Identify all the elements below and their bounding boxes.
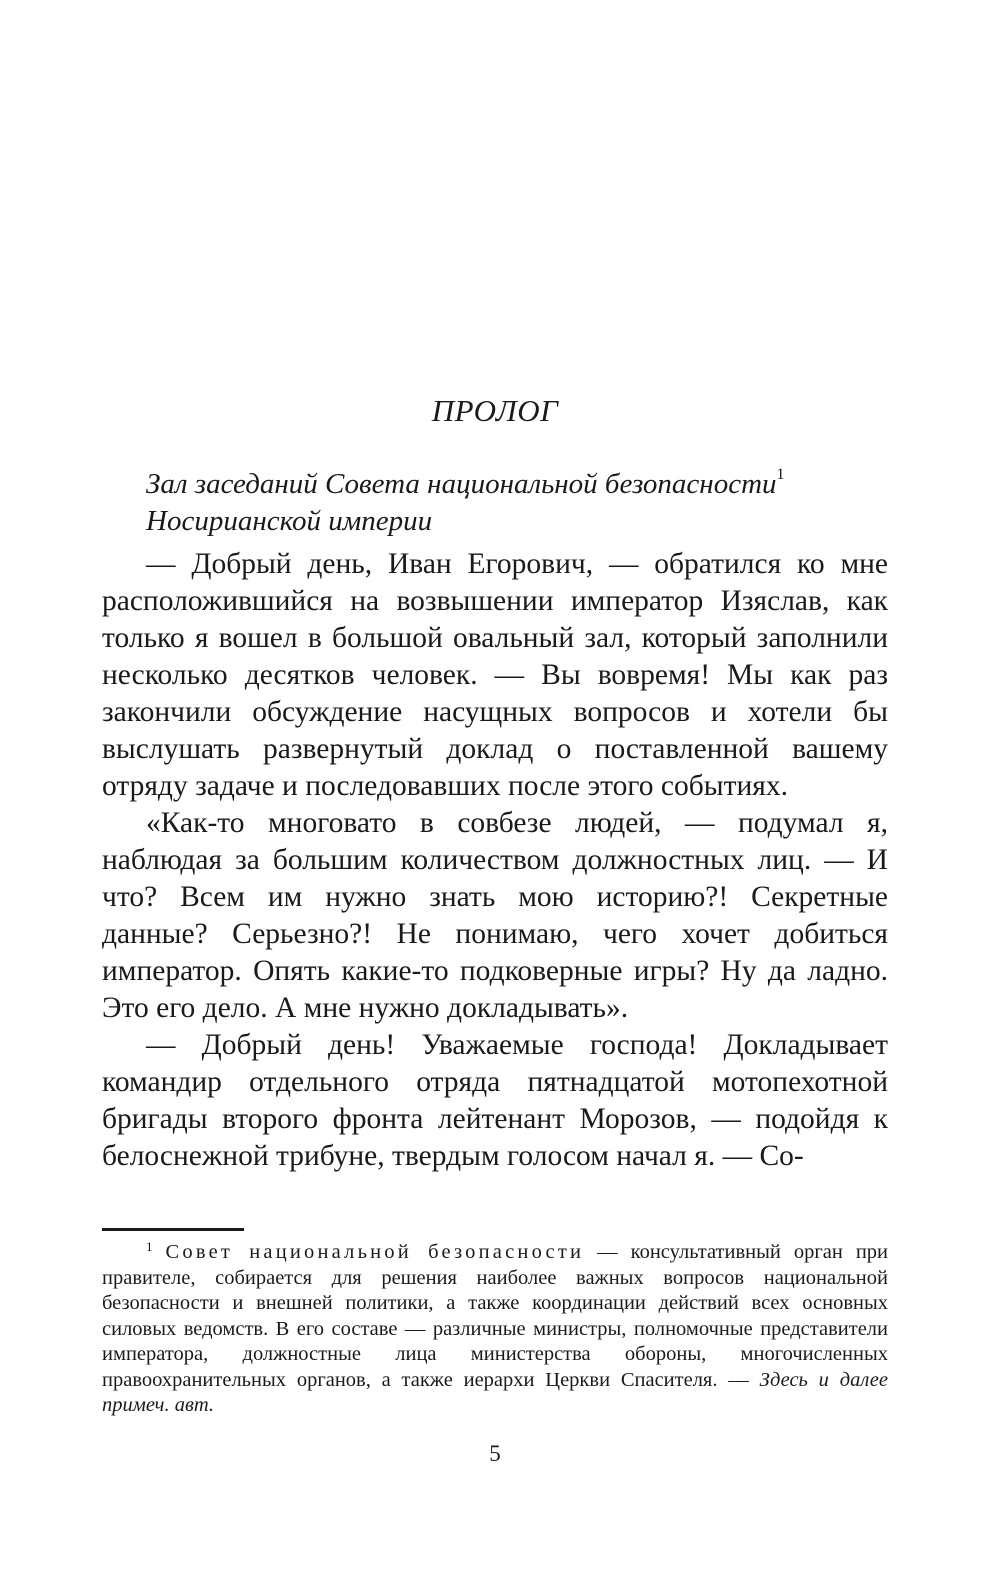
chapter-title: ПРОЛОГ (431, 393, 559, 428)
footnote-text: — консультативный орган при правителе, собирается для решения наиболее важных вопросов национальной безопасности и внешней политики, а также координации действий всех основных силовых ведомств. В его составе — различные министры, полномочные представители императора, должностные лица министерства обороны, многочисленных правоохранительных органов, а также иерархи Церкви Спасителя. — (102, 1241, 889, 1391)
footnote-reference: 1 (776, 466, 785, 483)
footnote (102, 1240, 888, 1419)
body-text (102, 546, 888, 1175)
paragraph-1: — Добрый день, Иван Егорович, — обратился ко мне расположившийся на возвышении император Изяслав, как только я вошел в большой овальный зал, который заполнили несколько десятков человек. — Вы вовремя! Мы как раз закончили обсуждение насущных вопросов и хотели бы выслушать развернутый доклад о поставленной вашему отряду задаче и последовавших после этого событиях. (102, 548, 888, 802)
footnote-divider (102, 1228, 244, 1231)
paragraph-3: — Добрый день! Уважаемые господа! Докладывает командир отдельного отряда пятнадцатой мотопехотной бригады второго фронта лейтенант Морозов, — подойдя к белоснежной трибуне, твердым голосом начал я. — Со- (102, 1029, 888, 1172)
location-line-1: Зал заседаний Совета национальной безопасности (146, 468, 777, 500)
footnote-number: 1 (146, 1239, 153, 1254)
paragraph-2: «Как-то многовато в совбезе людей, — подумал я, наблюдая за большим количеством должностных лиц. — И что? Всем им нужно знать мою историю?! Секретные данные? Серьезно?! Не понимаю, чего хочет добиться император. Опять какие-то подковерные игры? Ну да ладно. Это его дело. А мне нужно докладывать». (102, 807, 888, 1024)
book-page (102, 0, 888, 1575)
chapter-location (146, 466, 888, 540)
page-number: 5 (489, 1441, 501, 1466)
location-line-2: Носирианской империи (146, 505, 433, 537)
footnote-term: Совет национальной безопасности (165, 1241, 585, 1263)
footnote-note: Здесь и далее примеч. авт. (102, 1368, 888, 1416)
